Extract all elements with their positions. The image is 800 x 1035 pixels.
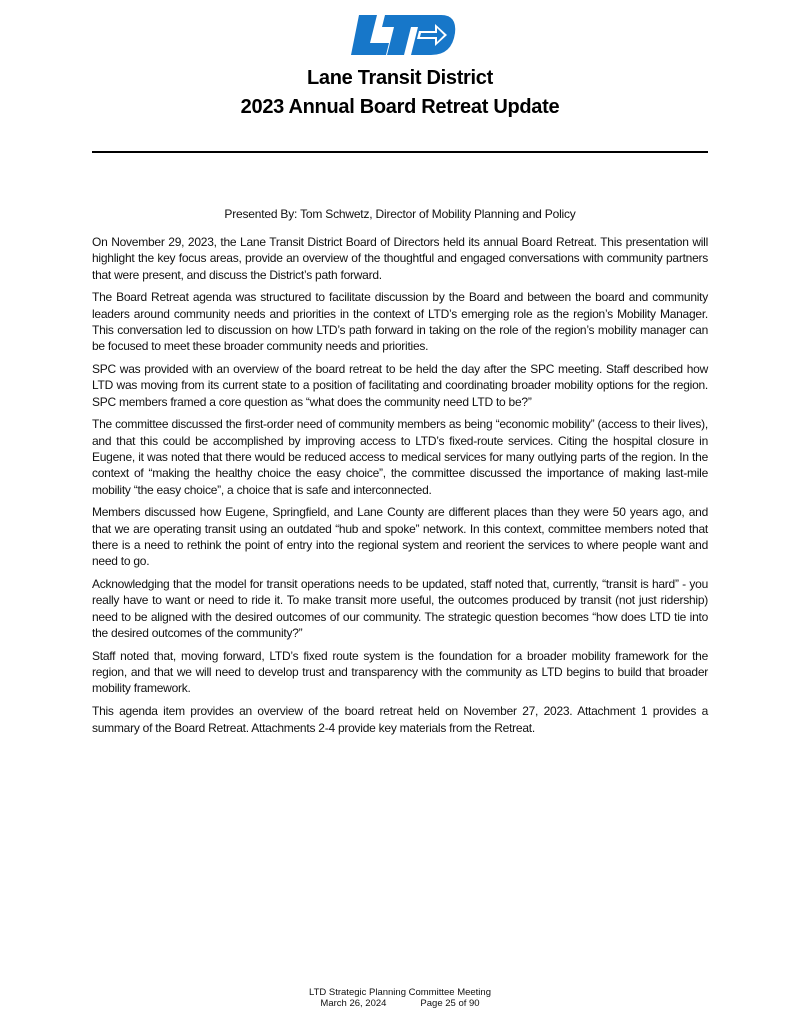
paragraph: SPC was provided with an overview of the board retreat to be held the day after the SPC meeting. Staff described how LTD was moving from its current state to a position of facilitating and coordinating broader mobility options for the region. SPC members framed a core question as “what does the community need LTD to be?” xyxy=(92,362,708,409)
footer-page-number: Page 25 of 90 xyxy=(420,997,480,1009)
footer-meeting-name: LTD Strategic Planning Committee Meeting xyxy=(309,987,491,998)
presented-by: Presented By: Tom Schwetz, Director of Mobility Planning and Policy xyxy=(224,207,576,221)
paragraph: On November 29, 2023, the Lane Transit District Board of Directors held its annual Board Retreat. This presentation will highlight the key focus areas, provide an overview of the thoughtful and engaged conversations with community partners that were present, and discuss the District’s path forward. xyxy=(92,235,708,282)
document-title-line1: Lane Transit District xyxy=(307,67,493,89)
title-divider xyxy=(92,151,708,153)
paragraph: The committee discussed the first-order need of community members as being “economic mobility” (access to their lives), and that this could be accomplished by improving access to LTD’s fixed-route services. Citing the hospital closure in Eugene, it was noted that there would be reduced access to medical services for many outlying parts of the region. In the context of “making the healthy choice the easy choice”, the committee discussed the importance of making last-mile mobility “the easy choice”, a choice that is safe and interconnected. xyxy=(92,417,708,497)
footer-date: March 26, 2024 xyxy=(320,997,387,1009)
paragraph: This agenda item provides an overview of the board retreat held on November 27, 2023. Attachment 1 provides a summary of the Board Retreat. Attachments 2-4 provide key materials from the Retreat. xyxy=(92,704,708,735)
document-title-line2: 2023 Annual Board Retreat Update xyxy=(240,96,560,118)
page-footer xyxy=(0,988,800,1009)
ltd-logo-icon xyxy=(351,13,457,57)
paragraph: Staff noted that, moving forward, LTD’s fixed route system is the foundation for a broader mobility framework for the region, and that we will need to develop trust and transparency with the community as LTD begins to build that broader mobility framework. xyxy=(92,648,708,696)
paragraph: The Board Retreat agenda was structured to facilitate discussion by the Board and between the board and community leaders around community needs and priorities in the context of LTD’s emerging role as the region’s Mobility Manager. This conversation led to discussion on how LTD’s path forward in taking on the role of the region’s mobility manager can be focused to meet these broader community needs and priorities. xyxy=(92,290,708,354)
paragraph: Members discussed how Eugene, Springfield, and Lane County are different places than they were 50 years ago, and that we are operating transit using an outdated “hub and spoke” network. In this context, committee members noted that there is a need to rethink the point of entry into the regional system and reorient the services to where people want and need to go. xyxy=(92,505,708,569)
paragraph: Acknowledging that the model for transit operations needs to be updated, staff noted that, currently, “transit is hard” - you really have to want or need to ride it. To make transit more useful, the outcomes produced by transit (not just ridership) need to be aligned with the desired outcomes of our community. The strategic question becomes “how does LTD tie into the desired outcomes of the community?” xyxy=(92,577,708,641)
document-body xyxy=(92,234,708,742)
